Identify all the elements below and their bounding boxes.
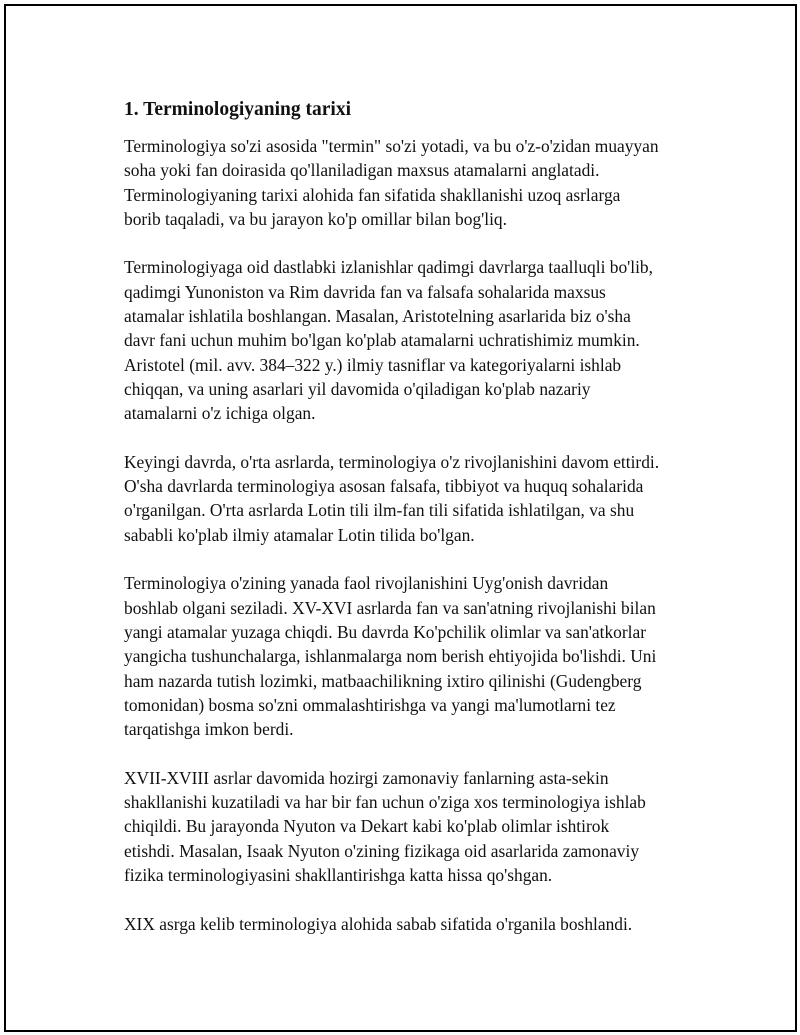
paragraph-line: davr fani uchun muhim bo'lgan ko'plab atamalarni uchratishimiz mumkin.	[124, 330, 640, 351]
paragraph-line: o'rganilgan. O'rta asrlarda Lotin tili ilm-fan tili sifatida ishlatilgan, va shu	[124, 500, 635, 521]
paragraph-line: O'sha davrlarda terminologiya asosan falsafa, tibbiyot va huquq sohalarida	[124, 476, 644, 497]
paragraph-line: etishdi. Masalan, Isaak Nyuton o'zining fizikaga oid asarlarida zamonaviy	[124, 840, 640, 861]
paragraph	[120, 912, 695, 936]
paragraph-line: atamalar ishlatila boshlangan. Masalan, Aristotelning asarlarida biz o'sha	[124, 306, 631, 327]
paragraph-line: shakllanishi kuzatiladi va har bir fan uchun o'ziga xos terminologiya ishlab	[124, 792, 646, 813]
paragraph	[120, 571, 695, 741]
paragraph-line: sababli ko'plab ilmiy atamalar Lotin tilida bo'lgan.	[124, 524, 475, 545]
paragraph-line: chiqildi. Bu jarayonda Nyuton va Dekart kabi ko'plab olimlar ishtirok	[124, 816, 610, 837]
paragraph-line: borib taqaladi, va bu jarayon ko'p omillar bilan bog'liq.	[124, 208, 507, 229]
paragraph-line: Terminologiya so'zi asosida "termin" so'zi yotadi, va bu o'z-o'zidan muayyan	[124, 136, 659, 156]
paragraph-line: fizika terminologiyasini shakllantirishga katta hissa qo'shgan.	[124, 864, 553, 885]
paragraph-line: yangicha tushunchalarga, ishlanmalarga nom berish ehtiyojida bo'lishdi. Uni	[124, 646, 657, 667]
paragraph-line: qadimgi Yunoniston va Rim davrida fan va falsafa sohalarida maxsus	[124, 281, 606, 302]
paragraph-line: Aristotel (mil. avv. 384–322 y.) ilmiy tasniflar va kategoriyalarni ishlab	[124, 354, 622, 375]
paragraph	[120, 766, 695, 887]
paragraph-line: tarqatishga imkon berdi.	[124, 719, 294, 740]
paragraph-line: yangi atamalar yuzaga chiqdi. Bu davrda Ko'pchilik olimlar va san'atkorlar	[124, 621, 647, 642]
paragraph-line: tomonidan) bosma so'zni ommalashtirishga va yangi ma'lumotlarni tez	[124, 694, 616, 715]
paragraph-line: Terminologiya o'zining yanada faol rivojlanishini Uyg'onish davridan	[124, 573, 609, 594]
paragraph-line: soha yoki fan doirasida qo'llaniladigan maxsus atamalarni anglatadi.	[124, 160, 600, 181]
paragraph-line: Terminologiyaning tarixi alohida fan sifatida shakllanishi uzoq asrlarga	[124, 184, 621, 205]
paragraph-line: XIX asrga kelib terminologiya alohida sabab sifatida o'rganila boshlandi.	[124, 913, 633, 934]
paragraph-line: XVII-XVIII asrlar davomida hozirgi zamonaviy fanlarning asta-sekin	[124, 767, 609, 788]
document-body	[120, 96, 695, 960]
paragraph-line: boshlab olgani seziladi. XV-XVI asrlarda fan va san'atning rivojlanishi bilan	[124, 597, 656, 618]
page-frame	[4, 4, 797, 1032]
paragraph	[120, 450, 695, 547]
paragraph-line: Terminologiyaga oid dastlabki izlanishlar qadimgi davrlarga taalluqli bo'lib,	[124, 257, 653, 278]
section-heading: 1. Terminologiyaning tarixi	[124, 99, 351, 120]
paragraph-line: ham nazarda tutish lozimki, matbaachilikning ixtiro qilinishi (Gudengberg	[124, 670, 642, 691]
paragraph-line: chiqqan, va uning asarlari yil davomida o'qiladigan ko'plab nazariy	[124, 378, 591, 399]
paragraph-line: Keyingi davrda, o'rta asrlarda, terminologiya o'z rivojlanishini davom ettirdi.	[124, 451, 660, 472]
paragraph	[120, 134, 695, 231]
paragraph	[120, 255, 695, 425]
paragraph-line: atamalarni o'z ichiga olgan.	[124, 403, 316, 424]
